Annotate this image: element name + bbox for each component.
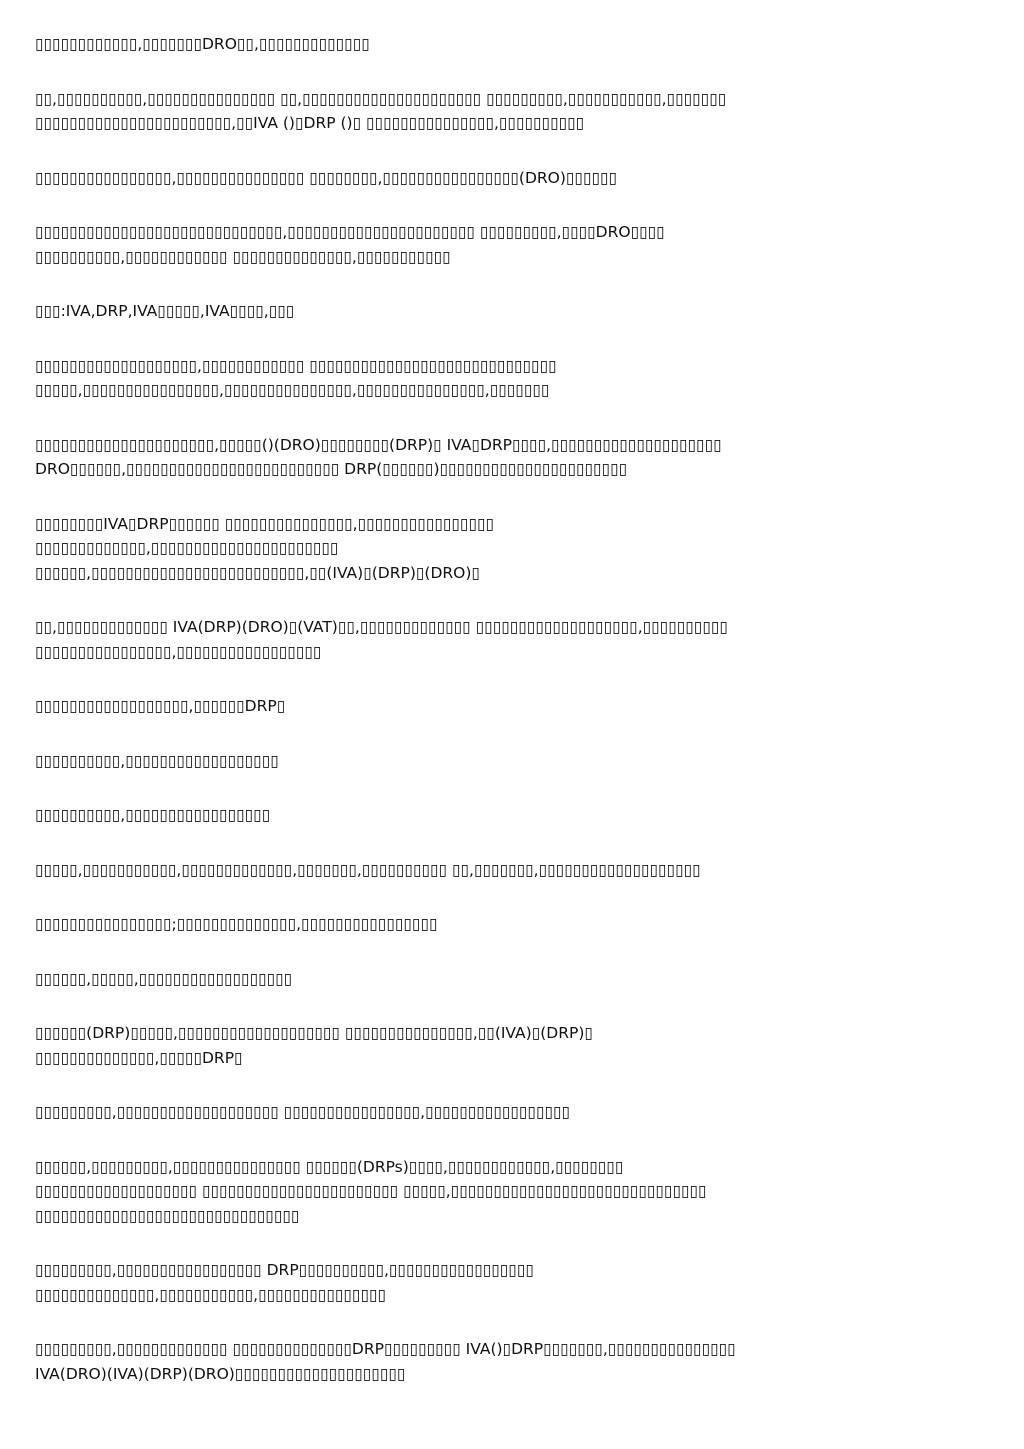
paragraph: ▯▯▯▯▯▯,▯▯▯▯▯,▯▯▯▯▯▯▯▯▯▯▯▯▯▯▯▯▯▯ xyxy=(35,969,293,988)
paragraph: ▯▯▯▯▯,▯▯▯▯▯▯▯▯▯▯▯,▯▯▯▯▯▯▯▯▯▯▯▯▯,▯▯▯▯▯▯▯,▯▯▯▯▯▯▯▯▯▯ ▯▯,▯▯▯▯▯▯▯,▯▯▯▯▯▯▯▯▯▯▯▯▯▯▯▯▯▯▯ xyxy=(35,860,701,879)
paragraph: ▯▯▯▯▯▯▯▯▯,▯▯▯▯▯▯▯▯▯▯▯▯▯▯▯▯▯ DRP▯▯▯▯▯▯▯▯▯▯,▯▯▯▯▯▯▯▯▯▯▯▯▯▯▯▯▯ ▯▯▯▯▯▯▯▯▯▯▯▯▯▯,▯▯▯▯▯▯▯▯▯▯▯,▯▯▯▯▯▯▯▯▯▯▯▯▯▯▯ xyxy=(35,1261,534,1304)
paragraph: ▯▯,▯▯▯▯▯▯▯▯▯▯,▯▯▯▯▯▯▯▯▯▯▯▯▯▯▯ ▯▯,▯▯▯▯▯▯▯▯▯▯▯▯▯▯▯▯▯▯▯▯▯ ▯▯▯▯▯▯▯▯▯,▯▯▯▯▯▯▯▯▯▯▯,▯▯▯▯▯▯▯ ▯▯▯▯▯▯▯▯▯▯▯▯▯▯▯▯▯▯▯▯▯▯▯,▯▯IVA ()▯DRP ()▯ ▯▯▯▯▯▯▯▯▯▯▯▯▯▯▯,▯▯▯▯▯▯▯▯▯▯ xyxy=(35,89,727,132)
paragraph: ▯▯▯▯▯▯▯▯▯▯▯▯▯▯▯▯▯▯,▯▯▯▯▯▯DRP▯ xyxy=(35,697,286,715)
paragraph: ▯▯▯▯▯▯▯▯▯,▯▯▯▯▯▯▯▯▯▯▯▯▯ ▯▯▯▯▯▯▯▯▯▯▯▯▯▯DRP▯▯▯▯▯▯▯▯▯ IVA()▯DRP▯▯▯▯▯▯▯,▯▯▯▯▯▯▯▯▯▯▯▯▯▯▯ IVA(DRO)(IVA)(DRP)(DRO)▯▯▯▯▯▯▯▯▯▯▯▯▯▯▯▯▯▯▯▯ xyxy=(35,1340,736,1383)
paragraph: ▯▯▯▯▯▯▯▯▯▯,▯▯▯▯▯▯▯▯▯▯▯▯▯▯▯▯▯▯ xyxy=(35,751,279,770)
paragraph: ▯▯▯▯▯▯,▯▯▯▯▯▯▯▯▯,▯▯▯▯▯▯▯▯▯▯▯▯▯▯▯ ▯▯▯▯▯▯(DRPs)▯▯▯▯,▯▯▯▯▯▯▯▯▯▯▯▯,▯▯▯▯▯▯▯▯ ▯▯▯▯▯▯▯▯▯▯▯▯▯▯▯▯▯▯▯ ▯▯▯▯▯▯▯▯▯▯▯▯▯▯▯▯▯▯▯▯▯▯▯ ▯▯▯▯▯,▯▯▯▯▯▯▯▯▯▯▯▯▯▯▯▯▯▯▯▯▯▯▯▯▯▯▯▯▯▯ ▯▯▯▯▯▯▯▯▯▯▯▯▯▯▯▯▯▯▯▯▯▯▯▯▯▯▯▯▯▯▯ xyxy=(35,1157,707,1225)
paragraph: ▯▯▯▯▯▯▯▯▯▯▯▯▯▯▯▯,▯▯▯▯▯▯▯▯▯▯▯▯▯▯▯ ▯▯▯▯▯▯▯▯,▯▯▯▯▯▯▯▯▯▯▯▯▯▯▯▯(DRO)▯▯▯▯▯▯ xyxy=(35,168,618,187)
paragraph: ▯▯▯▯▯▯▯▯▯▯▯▯▯▯▯▯▯▯▯▯▯,▯▯▯▯▯()(DRO)▯▯▯▯▯▯▯▯(DRP)▯ IVA▯DRP▯▯▯▯,▯▯▯▯▯▯▯▯▯▯▯▯▯▯▯▯▯▯▯▯ DRO▯▯▯▯▯▯,▯▯▯▯▯▯▯▯▯▯▯▯▯▯▯▯▯▯▯▯▯▯▯▯▯ DRP(▯▯▯▯▯▯)▯▯▯▯▯▯▯▯▯▯▯▯▯▯▯▯▯▯▯▯▯▯ xyxy=(35,435,722,478)
paragraph: ▯▯,▯▯▯▯▯▯▯▯▯▯▯▯▯ IVA(DRP)(DRO)▯(VAT)▯▯,▯▯▯▯▯▯▯▯▯▯▯▯▯ ▯▯▯▯▯▯▯▯▯▯▯▯▯▯▯▯▯▯▯,▯▯▯▯▯▯▯▯▯▯ ▯▯▯▯▯▯▯▯▯▯▯▯▯▯▯▯,▯▯▯▯▯▯▯▯▯▯▯▯▯▯▯▯▯ xyxy=(35,618,728,661)
paragraph: ▯▯▯:IVA,DRP,IVA▯▯▯▯▯,IVA▯▯▯▯,▯▯▯ xyxy=(35,302,295,320)
paragraph: ▯▯▯▯▯▯▯▯▯▯▯▯▯▯▯▯;▯▯▯▯▯▯▯▯▯▯▯▯▯▯,▯▯▯▯▯▯▯▯▯▯▯▯▯▯▯▯ xyxy=(35,915,438,933)
paragraph: ▯▯▯▯▯▯▯▯▯▯,▯▯▯▯▯▯▯▯▯▯▯▯▯▯▯▯▯ xyxy=(35,806,271,824)
paragraph: ▯▯▯▯▯▯(DRP)▯▯▯▯▯,▯▯▯▯▯▯▯▯▯▯▯▯▯▯▯▯▯▯▯ ▯▯▯▯▯▯▯▯▯▯▯▯▯▯▯,▯▯(IVA)▯(DRP)▯ ▯▯▯▯▯▯▯▯▯▯▯▯▯▯,▯▯▯▯▯DRP▯ xyxy=(35,1024,593,1067)
paragraph: ▯▯▯▯▯▯▯▯▯▯▯▯▯▯▯▯▯▯▯▯▯▯▯▯▯▯▯▯▯,▯▯▯▯▯▯▯▯▯▯▯▯▯▯▯▯▯▯▯▯▯▯ ▯▯▯▯▯▯▯▯▯,▯▯▯▯DRO▯▯▯▯ ▯▯▯▯▯▯▯▯▯▯,▯▯▯▯▯▯▯▯▯▯▯▯ ▯▯▯▯▯▯▯▯▯▯▯▯▯▯,▯▯▯▯▯▯▯▯▯▯▯ xyxy=(35,223,665,266)
paragraph: ▯▯▯▯▯▯▯▯▯▯▯▯,▯▯▯▯▯▯▯DRO▯▯,▯▯▯▯▯▯▯▯▯▯▯▯▯ xyxy=(35,35,370,53)
paragraph: ▯▯▯▯▯▯▯▯IVA▯DRP▯▯▯▯▯▯ ▯▯▯▯▯▯▯▯▯▯▯▯▯▯▯,▯▯▯▯▯▯▯▯▯▯▯▯▯▯▯▯ ▯▯▯▯▯▯▯▯▯▯▯▯▯,▯▯▯▯▯▯▯▯▯▯▯▯▯▯▯▯▯▯▯▯▯▯ ▯▯▯▯▯▯,▯▯▯▯▯▯▯▯▯▯▯▯▯▯▯▯▯▯▯▯▯▯▯▯▯,▯▯(IVA)▯(DRP)▯(DRO)▯ xyxy=(35,514,495,582)
paragraph: ▯▯▯▯▯▯▯▯▯,▯▯▯▯▯▯▯▯▯▯▯▯▯▯▯▯▯▯▯ ▯▯▯▯▯▯▯▯▯▯▯▯▯▯▯▯,▯▯▯▯▯▯▯▯▯▯▯▯▯▯▯▯▯ xyxy=(35,1103,571,1121)
paragraph: ▯▯▯▯▯▯▯▯▯▯▯▯▯▯▯▯▯▯▯,▯▯▯▯▯▯▯▯▯▯▯▯ ▯▯▯▯▯▯▯▯▯▯▯▯▯▯▯▯▯▯▯▯▯▯▯▯▯▯▯▯▯ ▯▯▯▯▯,▯▯▯▯▯▯▯▯▯▯▯▯▯▯▯▯,▯▯▯▯▯▯▯▯▯▯▯▯▯▯▯,▯▯▯▯▯▯▯▯▯▯▯▯▯▯▯,▯▯▯▯▯▯▯ xyxy=(35,356,557,399)
